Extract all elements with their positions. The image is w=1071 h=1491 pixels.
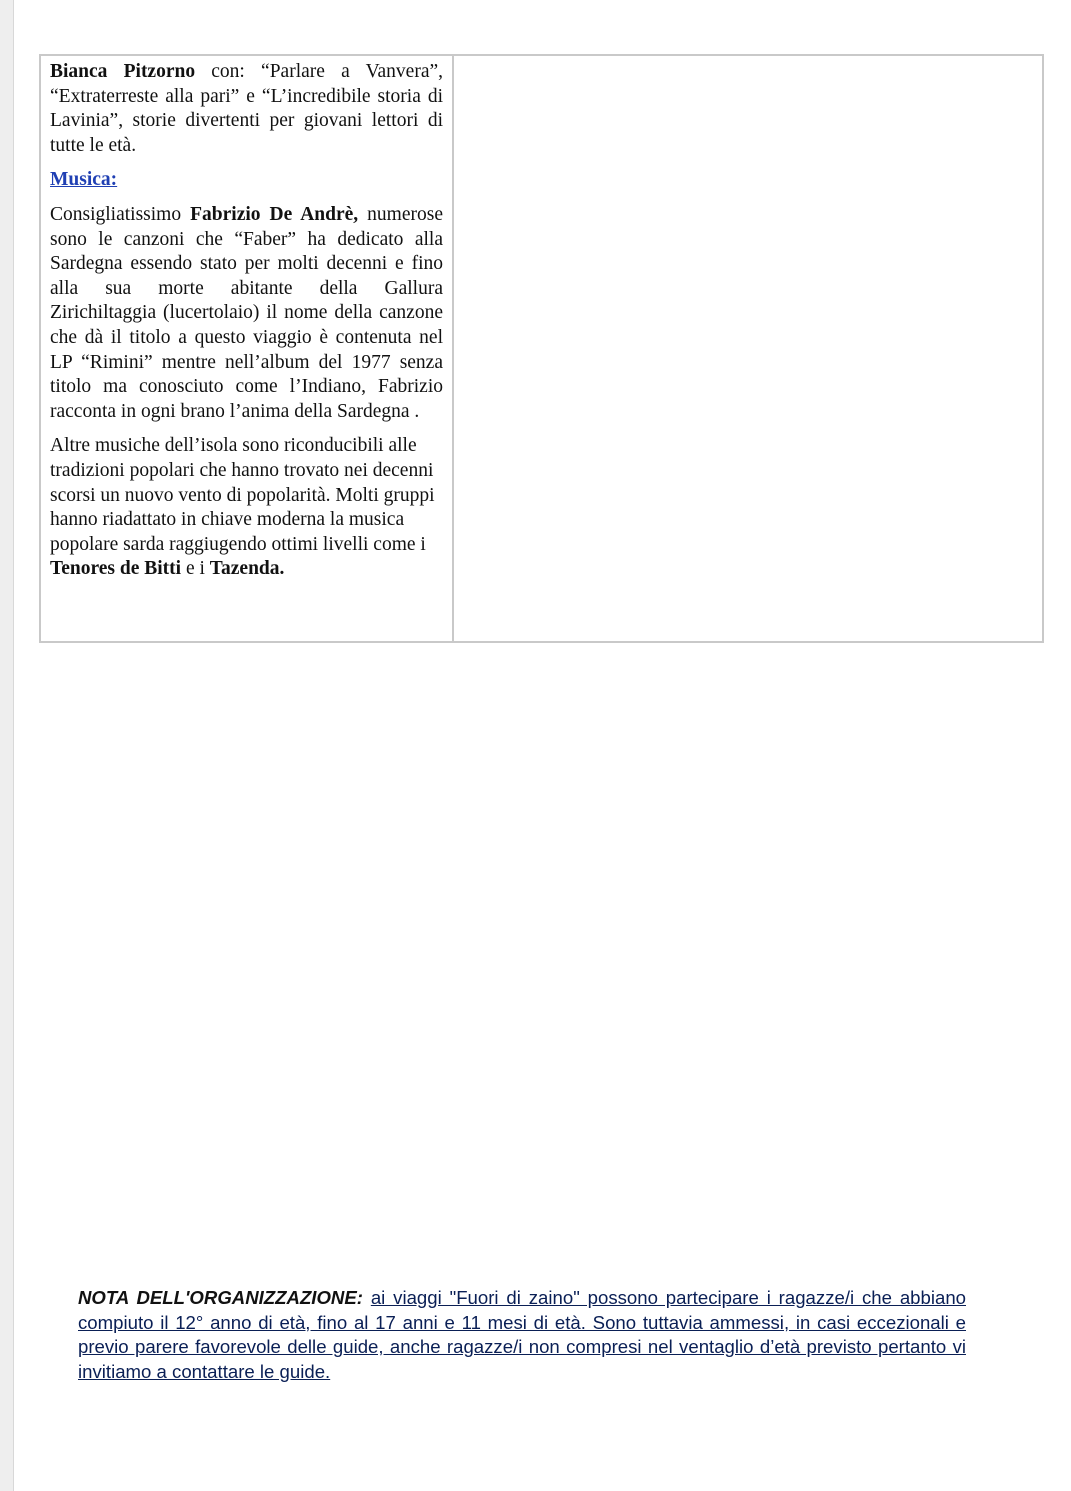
note-label: NOTA DELL'ORGANIZZAZIONE: (78, 1287, 363, 1308)
artist-name: Fabrizio De Andrè, (190, 203, 359, 225)
music-p1-text-1: Consigliatissimo (50, 203, 191, 225)
music-p2-text-1: Altre musiche dell’isola sono riconducibili alle tradizioni popolari che hanno trovato nei decenni scorsi un nuovo vento di popolarità. Molti gruppi hanno riadattato in chiave moderna la musica popolare sarda raggiugendo ottimi livelli come i (50, 435, 435, 555)
books-paragraph (50, 60, 443, 158)
content-table (39, 54, 1044, 643)
group-name-tenores: Tenores de Bitti (50, 558, 182, 580)
books-text: con: “Parlare a Vanvera”, “Extraterreste alla pari” e “L’incredibile storia di Lavinia”, storie divertenti per giovani lettori di tutte le età. (50, 61, 443, 156)
music-p1-text-2: numerose sono le canzoni che “Faber” ha dedicato alla Sardegna essendo stato per molti decenni e fino alla sua morte abitante della Gallura Zirichiltaggia (lucertolaio) il nome della canzone che dà il titolo a questo viaggio è contenuta nel LP “Rimini” mentre nell’album del 1977 senza titolo ma conosciuto come l’Indiano, Fabrizio racconta in ogni brano l’anima della Sardegna . (50, 203, 443, 422)
music-heading-link[interactable]: Musica: (50, 169, 118, 191)
group-name-tazenda: Tazenda. (209, 558, 285, 580)
music-p2-text-2: e i (181, 558, 210, 580)
organization-note (78, 1286, 966, 1384)
table-right-cell (454, 56, 1042, 641)
author-name: Bianca Pitzorno (50, 61, 196, 82)
document-page (13, 0, 1071, 1491)
music-paragraph-traditions (50, 434, 443, 582)
table-left-cell (41, 56, 454, 641)
note-link-text[interactable]: ai viaggi "Fuori di zaino" possono partecipare i ragazze/i che abbiano compiuto il 12° anno di età, fino al 17 anni e 11 mesi di età. Sono tuttavia ammessi, in casi eccezionali e previo parere favorevole delle guide, anche ragazze/i non compresi nel ventaglio d’età previsto pertanto vi invitiamo a contattare le guide. (78, 1287, 966, 1382)
music-paragraph-de-andre (50, 203, 443, 424)
